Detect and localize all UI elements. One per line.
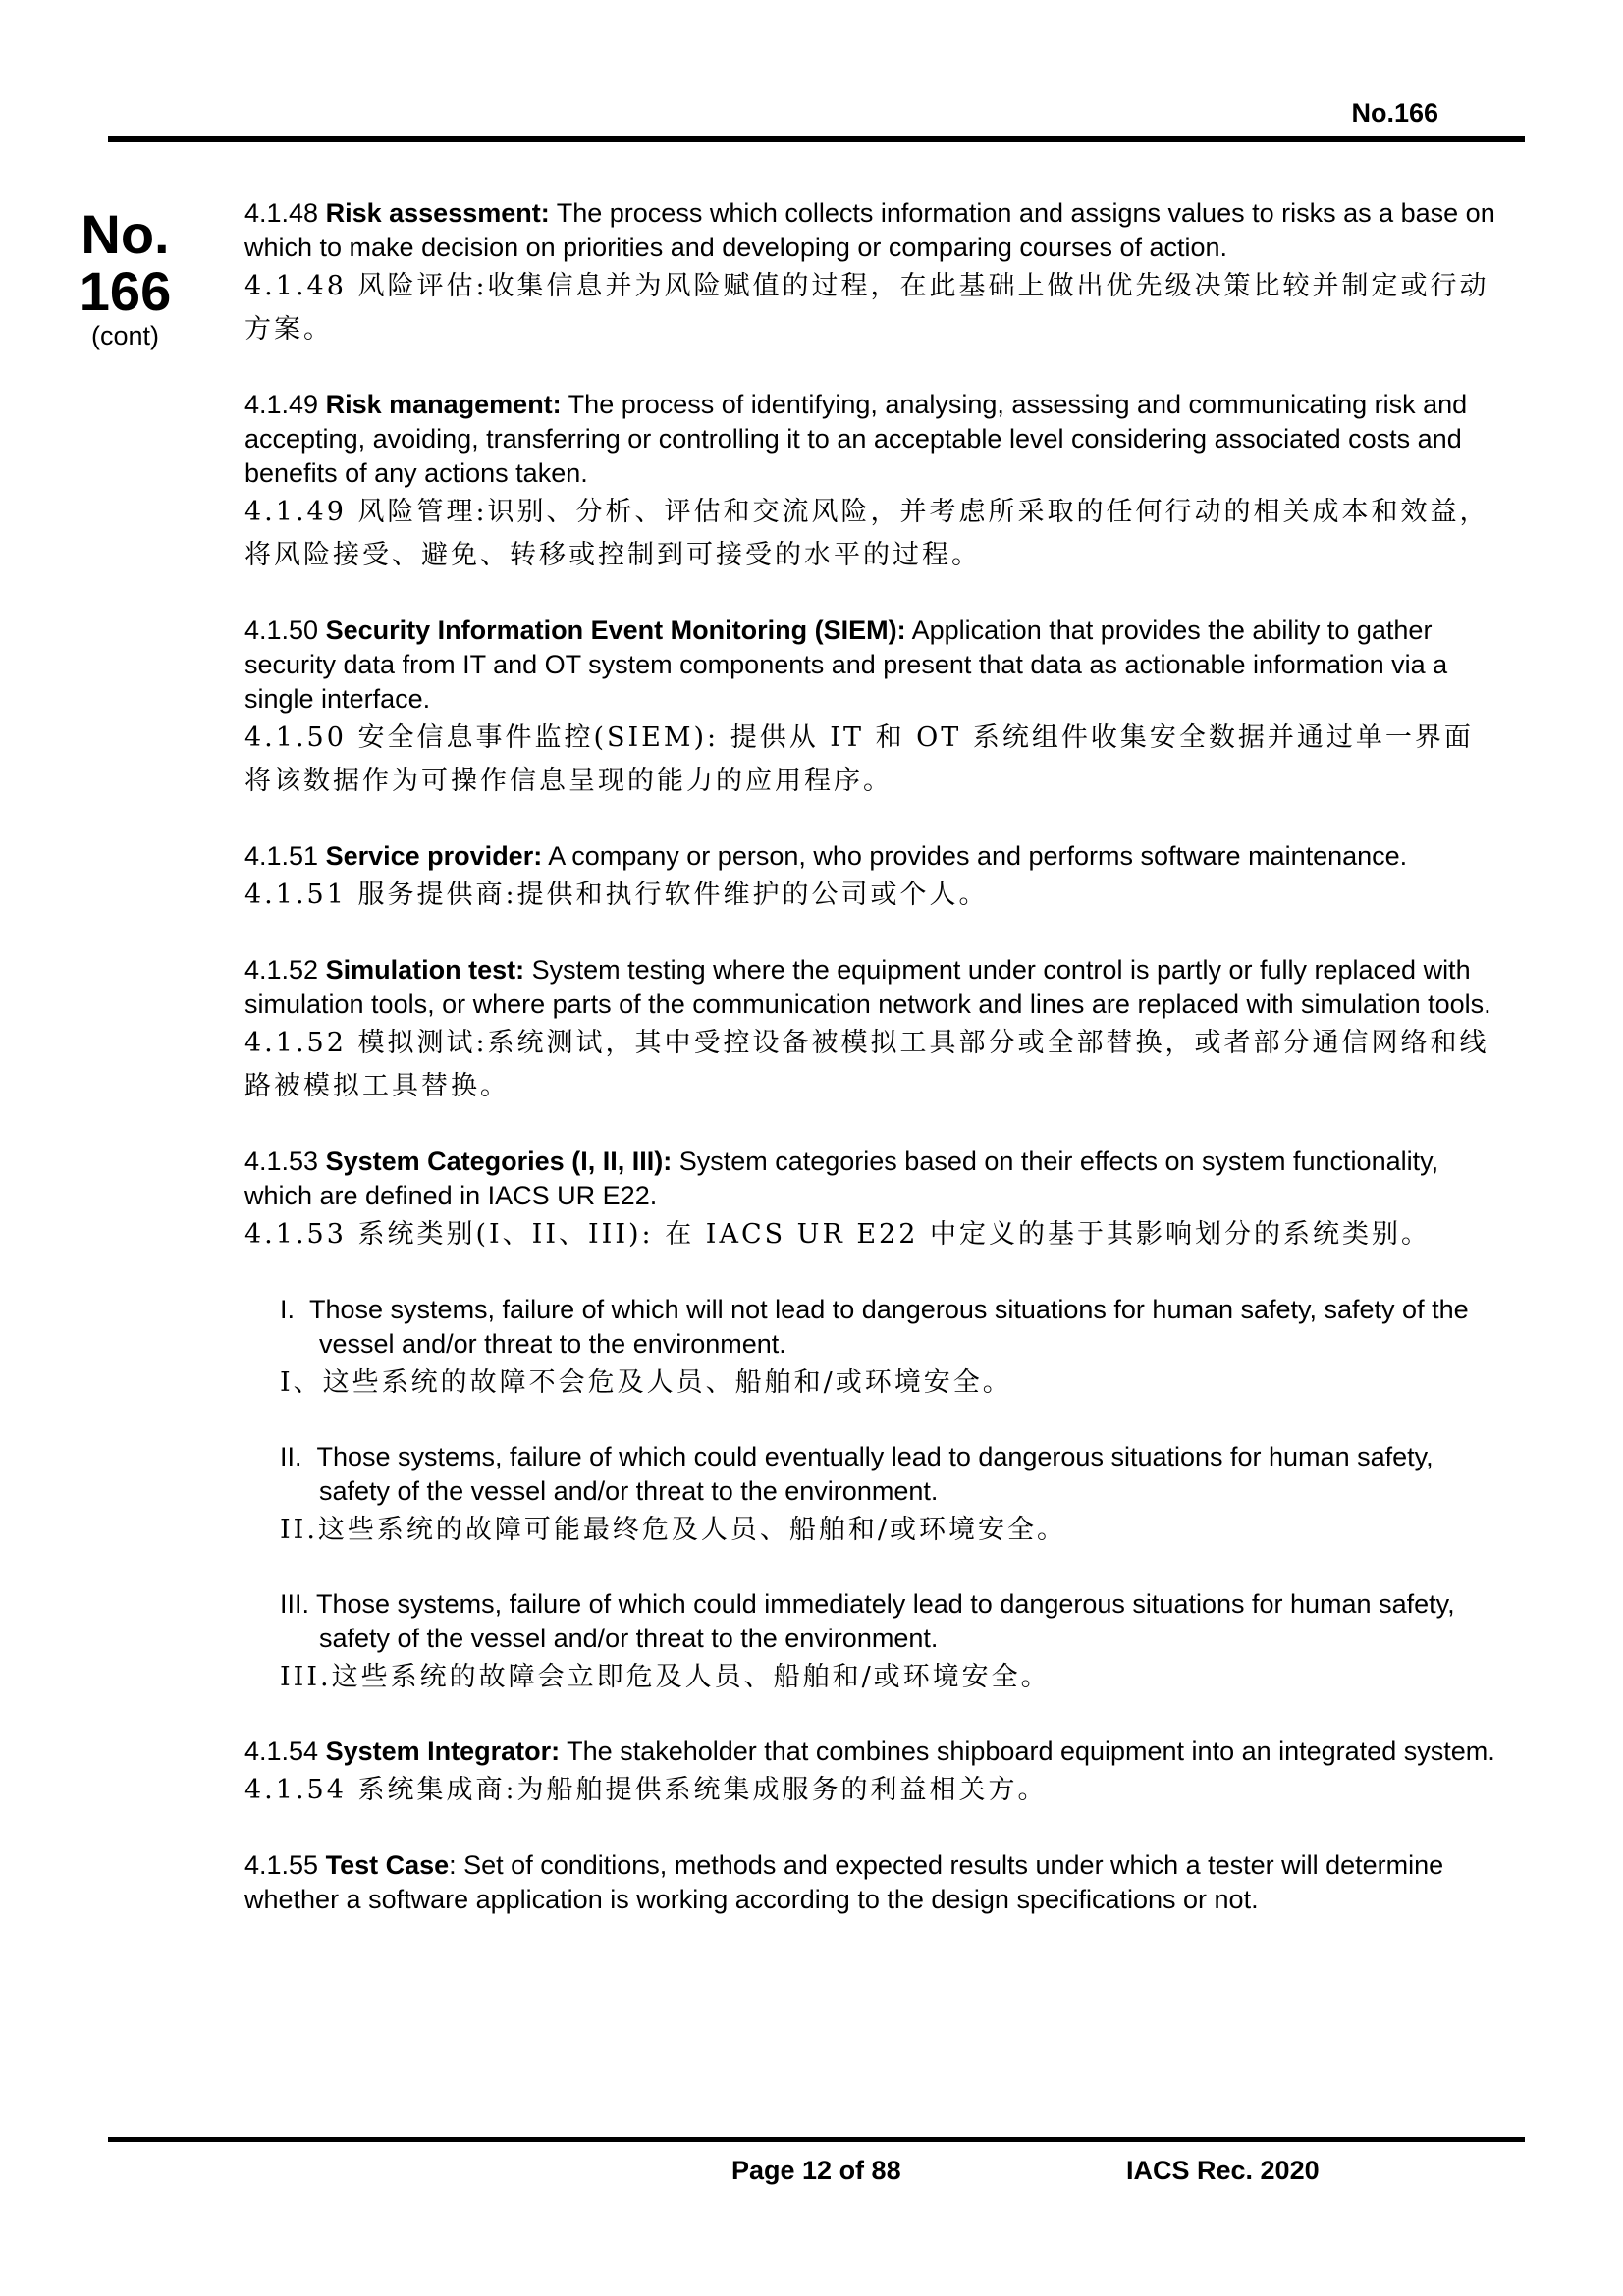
side-cont: (cont)	[90, 321, 160, 350]
definition-zh: 4.1.50 安全信息事件监控(SIEM): 提供从 IT 和 OT 系统组件收集安全数据并通过单一界面将该数据作为可操作信息呈现的能力的应用程序。	[244, 722, 1474, 796]
category-en: III. Those systems, failure of which could immediately lead to dangerous situations for human safety, safety of the vessel and/or threat to the environment.	[280, 1589, 1455, 1653]
definition-en	[244, 1735, 1501, 1769]
definition-text: : Set of conditions, methods and expected results under which a tester will determine whether a software application is working according to the design specifications or not.	[244, 1850, 1444, 1914]
definition-4-1-55	[244, 1848, 1501, 1917]
definition-number: 4.1.55	[244, 1850, 319, 1880]
definition-4-1-48	[244, 196, 1501, 351]
definition-en	[244, 388, 1501, 491]
definition-term: System Categories (I, II, III):	[325, 1147, 673, 1176]
footer-rec: IACS Rec. 2020	[1126, 2156, 1320, 2185]
definition-number: 4.1.48	[244, 198, 319, 228]
definition-zh: 4.1.52 模拟测试:系统测试，其中受控设备被模拟工具部分或全部替换，或者部分通信网络和线路被模拟工具替换。	[244, 1028, 1489, 1101]
definition-en	[244, 953, 1501, 1022]
document-body	[244, 196, 1501, 1953]
header-doc-number: No.166	[1351, 98, 1438, 128]
definition-text: System testing where the equipment under control is partly or fully replaced with simulation tools, or where parts of the communication network and lines are replaced with simulation tools.	[244, 955, 1491, 1019]
definition-term: Risk assessment:	[325, 198, 550, 228]
definition-text: Application that provides the ability to gather security data from IT and OT system components and present that data as actionable information via a single interface.	[244, 615, 1448, 714]
definition-text: A company or person, who provides and performs software maintenance.	[542, 841, 1408, 871]
category-i	[280, 1293, 1501, 1405]
definition-text: The process of identifying, analysing, assessing and communicating risk and accepting, avoiding, transferring or controlling it to an acceptable level considering associated costs and benefits of any actions taken.	[244, 390, 1468, 488]
definition-term: Simulation test:	[325, 955, 525, 985]
category-iii	[280, 1587, 1501, 1699]
definition-en	[244, 196, 1501, 265]
definition-term: Test Case	[325, 1850, 450, 1880]
definition-4-1-52	[244, 953, 1501, 1108]
category-ii	[280, 1440, 1501, 1552]
definition-en	[244, 1145, 1501, 1213]
definition-4-1-53	[244, 1145, 1501, 1256]
definition-number: 4.1.53	[244, 1147, 319, 1176]
definition-text: System categories based on their effects on system functionality, which are defined in IACS UR E22.	[244, 1147, 1439, 1210]
definition-zh: 4.1.54 系统集成商:为船舶提供系统集成服务的利益相关方。	[244, 1775, 1048, 1805]
definition-number: 4.1.50	[244, 615, 319, 645]
side-no: No.	[81, 203, 170, 265]
definition-text: The stakeholder that combines shipboard equipment into an integrated system.	[560, 1736, 1495, 1766]
definition-4-1-49	[244, 388, 1501, 577]
definition-number: 4.1.51	[244, 841, 319, 871]
definition-en	[244, 1848, 1501, 1917]
side-number: 166	[79, 260, 172, 322]
category-en: II. Those systems, failure of which could eventually lead to dangerous situations for human safety, safety of the vessel and/or threat to the environment.	[280, 1442, 1434, 1506]
definition-4-1-51	[244, 839, 1501, 917]
definition-number: 4.1.52	[244, 955, 319, 985]
definition-en	[244, 614, 1501, 717]
category-zh: I、这些系统的故障不会危及人员、船舶和/或环境安全。	[280, 1367, 1012, 1398]
definition-zh: 4.1.51 服务提供商:提供和执行软件维护的公司或个人。	[244, 880, 989, 910]
category-zh: II.这些系统的故障可能最终危及人员、船舶和/或环境安全。	[280, 1515, 1067, 1545]
footer-page-number: Page 12 of 88	[731, 2156, 901, 2185]
footer-rule	[108, 2137, 1525, 2142]
definition-en	[244, 839, 1501, 874]
definition-4-1-50	[244, 614, 1501, 803]
definition-zh: 4.1.49 风险管理:识别、分析、评估和交流风险，并考虑所采取的任何行动的相关成本和效益，将风险接受、避免、转移或控制到可接受的水平的过程。	[244, 497, 1489, 570]
definition-zh: 4.1.48 风险评估:收集信息并为风险赋值的过程，在此基础上做出优先级决策比较并制定或行动方案。	[244, 271, 1489, 345]
category-en: I. Those systems, failure of which will not lead to dangerous situations for human safety, safety of the vessel and/or threat to the environment.	[280, 1295, 1469, 1359]
definition-4-1-54	[244, 1735, 1501, 1812]
category-zh: III.这些系统的故障会立即危及人员、船舶和/或环境安全。	[280, 1662, 1051, 1692]
definition-zh: 4.1.53 系统类别(I、II、III): 在 IACS UR E22 中定义的基于其影响划分的系统类别。	[244, 1219, 1431, 1250]
side-label	[69, 203, 182, 351]
definition-term: Security Information Event Monitoring (SIEM):	[325, 615, 906, 645]
definition-number: 4.1.54	[244, 1736, 319, 1766]
definition-term: Service provider:	[325, 841, 543, 871]
definition-number: 4.1.49	[244, 390, 319, 419]
definition-term: System Integrator:	[325, 1736, 561, 1766]
definition-text: The process which collects information and assigns values to risks as a base on which to make decision on priorities and developing or comparing courses of action.	[244, 198, 1495, 262]
header-rule	[108, 136, 1525, 142]
definition-term: Risk management:	[325, 390, 562, 419]
